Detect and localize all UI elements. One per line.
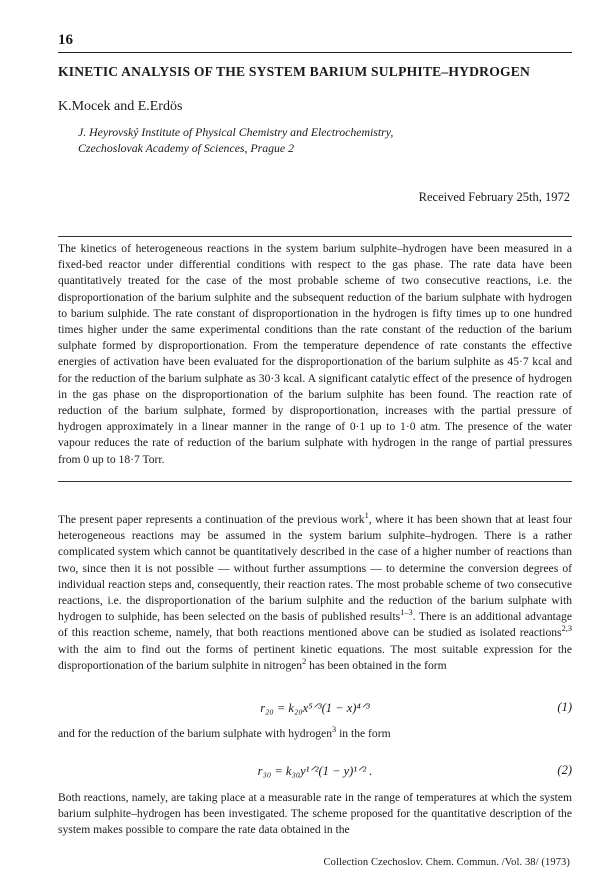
- equation-1-number: (1): [557, 700, 572, 714]
- header-rule: [58, 52, 572, 53]
- abstract-bottom-rule: [58, 481, 572, 482]
- affiliation-line-1: J. Heyrovský Institute of Physical Chemistry and Electrochemistry,: [78, 125, 394, 139]
- equation-1: [58, 700, 572, 718]
- p1-text-a: The present paper represents a continuation of the previous work: [58, 513, 365, 526]
- p2-text-b: in the form: [336, 727, 391, 740]
- abstract-top-rule: [58, 236, 572, 237]
- equation-2: [58, 763, 572, 781]
- body-paragraph-1: [58, 512, 572, 674]
- body-paragraph-3: Both reactions, namely, are taking place at a measurable rate in the range of temperatures at which the system barium sulphite–hydrogen has been investigated. The scheme proposed for the quantitative description of the system makes possible to compare the rate data obtained in the: [58, 791, 572, 837]
- p1-text-c: . There is an additional advantage of this reaction scheme, namely, that both reactions mentioned above can be studied as isolated reactions: [58, 610, 572, 640]
- equation-1-expression: r₂₀ = k₂₀x⁵ᐟ³(1 − x)⁴ᐟ³: [260, 701, 370, 715]
- citation-ref: 3: [332, 725, 337, 735]
- citation-ref: 2: [302, 656, 307, 666]
- p1-text-d: with the aim to find out the forms of pertinent kinetic equations. The most suitable expression for the disproportionation of the barium sulphite in nitrogen: [58, 642, 572, 672]
- body-paragraph-2: [58, 726, 572, 742]
- journal-footer: Collection Czechoslov. Chem. Commun. /Vol. 38/ (1973): [323, 857, 570, 868]
- p1-text-b: , where it has been shown that at least four heterogeneous reactions may be assumed in the system barium sulphite–hydrogen. There is a rather complicated system which cannot be quantitatively described in the case of a higher number of reactions than two, since then it is not possible — without further assumptions — to determine the conversion degrees of individual reaction steps and, consequently, their reaction rates. The most probable scheme of two consecutive reactions, i.e. the disproportionation of the barium sulphite and the reduction of the barium sulphate with hydrogen to sulphide, has been selected on the basis of published results: [58, 513, 572, 624]
- affiliation-line-2: Czechoslovak Academy of Sciences, Prague 2: [78, 141, 294, 155]
- affiliation: [78, 124, 393, 156]
- article-title: KINETIC ANALYSIS OF THE SYSTEM BARIUM SULPHITE–HYDROGEN: [58, 64, 531, 79]
- citation-ref: 1: [364, 511, 369, 521]
- citation-ref: 1–3: [400, 608, 413, 618]
- received-date: Received February 25th, 1972: [418, 190, 570, 204]
- citation-ref: 2,3: [561, 624, 572, 634]
- authors: K.Mocek and E.Erdös: [58, 99, 183, 114]
- p2-text-a: and for the reduction of the barium sulphate with hydrogen: [58, 727, 332, 740]
- p1-text-e: has been obtained in the form: [306, 658, 447, 672]
- abstract: The kinetics of heterogeneous reactions in the system barium sulphite–hydrogen have been measured in a fixed-bed reactor under differential conditions with respect to the gas phase. The rate data have been quantitatively treated for the case of the most probable scheme of two consecutive reactions, i.e. the disproportionation of the barium sulphite and the subsequent reduction of the barium sulphate with hydrogen to barium sulphide. The rate constant of disproportionation in the hydrogen is fifty times up to one hundred times higher under the same experimental conditions than the rate constant of the reduction of the barium sulphate formed by disproportionation. From the temperature dependence of rate constants the effective energies of activation have been evaluated for the disproportionation of the barium sulphite as 45·7 kcal and for the reduction of the barium sulphate as 30·3 kcal. A significant catalytic effect of the presence of hydrogen in the gas phase on the disproportionation of the barium sulphite has been found. The reaction rate of reduction of the barium sulphate, formed by disproportionation, increases with the partial pressure of hydrogen approximately in a linear manner in the range of 0·1 up to 1·0 atm. The presence of the water vapour reduces the rate of reduction of the barium sulphate with hydrogen in the range of partial pressures from 0 up to 18·7 Torr.: [58, 242, 572, 466]
- page-number: 16: [58, 32, 73, 48]
- equation-2-number: (2): [557, 763, 572, 777]
- equation-2-expression: r₃₀ = k₃₀y¹ᐟ²(1 − y)¹ᐟ² .: [257, 764, 373, 778]
